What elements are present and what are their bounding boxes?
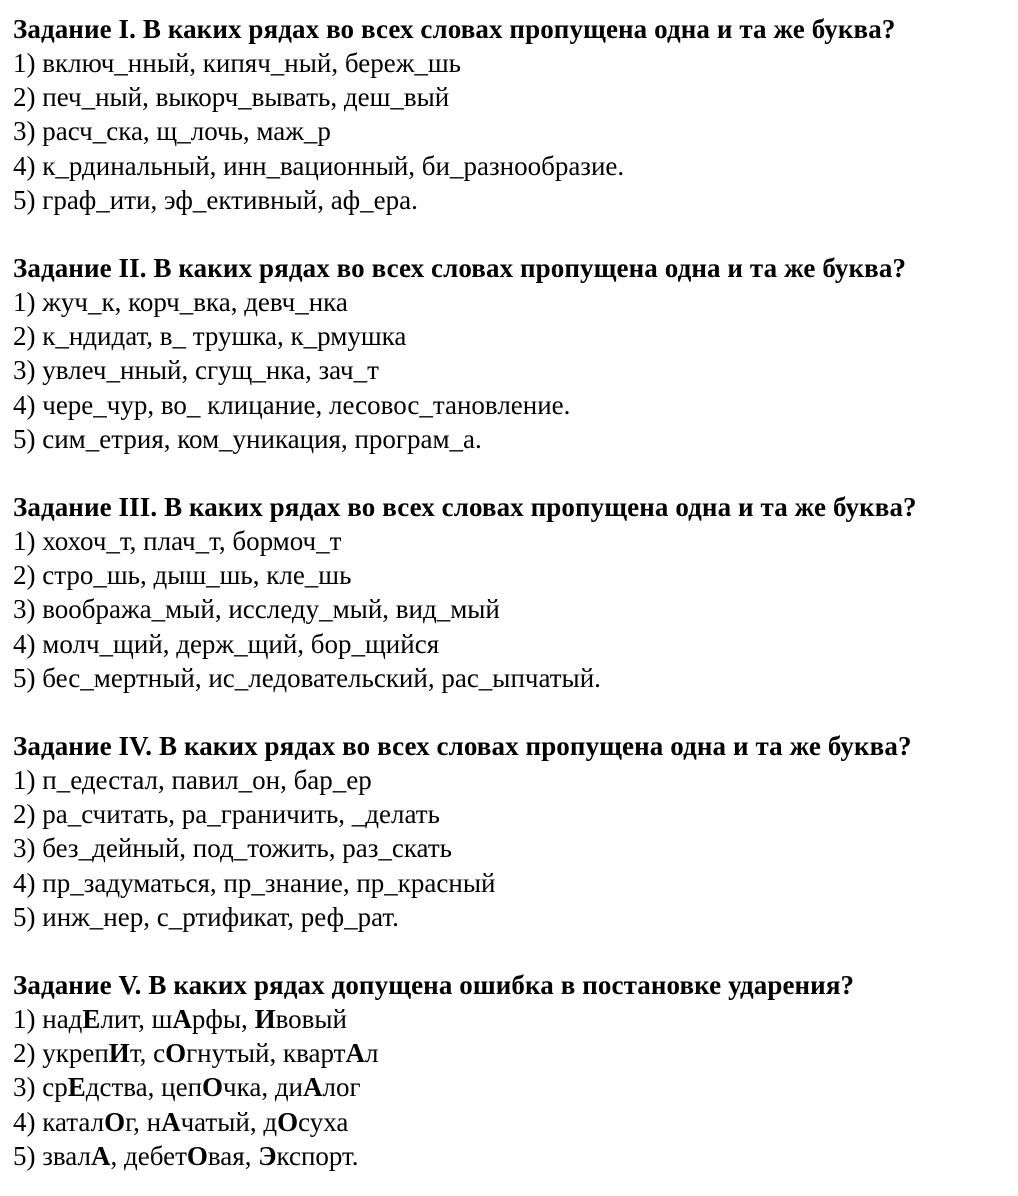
task-option bbox=[13, 285, 1018, 319]
task-option bbox=[13, 353, 1018, 387]
stressed-letter: И bbox=[108, 1038, 130, 1069]
task-block-3 bbox=[13, 490, 1018, 695]
option-text: 3) расч_ска, щ_лочь, маж_р bbox=[13, 116, 331, 147]
option-text: лог bbox=[322, 1072, 361, 1103]
option-text: 3) увлеч_нный, сгущ_нка, зач_т bbox=[13, 355, 379, 386]
option-text: л bbox=[364, 1038, 379, 1069]
option-text: вовый bbox=[275, 1004, 347, 1035]
option-text: гнутый, кварт bbox=[186, 1038, 346, 1069]
task-option bbox=[13, 524, 1018, 558]
stressed-letter: А bbox=[91, 1140, 111, 1171]
task-option bbox=[13, 592, 1018, 626]
tasks-container bbox=[13, 12, 1018, 1173]
option-text: 4) молч_щий, держ_щий, бор_щийся bbox=[13, 628, 440, 659]
option-text: 1) жуч_к, корч_вка, девч_нка bbox=[13, 287, 348, 318]
task-option bbox=[13, 1105, 1018, 1139]
option-text: 2) ра_считать, ра_граничить, _делать bbox=[13, 799, 440, 830]
option-text: , дебет bbox=[110, 1140, 187, 1171]
stressed-letter: И bbox=[254, 1004, 276, 1035]
stressed-letter: Е bbox=[67, 1072, 86, 1103]
stressed-letter: О bbox=[165, 1038, 187, 1069]
task-option bbox=[13, 114, 1018, 148]
option-text: 5) инж_нер, с_ртификат, реф_рат. bbox=[13, 901, 399, 932]
option-text: 2) к_ндидат, в_ трушка, к_рмушка bbox=[13, 321, 407, 352]
stressed-letter: О bbox=[104, 1106, 126, 1137]
option-text: 4) пр_задуматься, пр_знание, пр_красный bbox=[13, 867, 496, 898]
option-text: 5) сим_етрия, ком_уникация, програм_а. bbox=[13, 423, 482, 454]
task-option bbox=[13, 558, 1018, 592]
option-text: т, с bbox=[129, 1038, 166, 1069]
task-option bbox=[13, 1036, 1018, 1070]
option-text: суха bbox=[298, 1106, 349, 1137]
option-text: 2) стро_шь, дыш_шь, кле_шь bbox=[13, 560, 352, 591]
option-text: лит, ш bbox=[100, 1004, 173, 1035]
task-title: Задание II. В каких рядах во всех словах пропущена одна и та же буква? bbox=[13, 253, 907, 284]
option-text: 4) к_рдинальный, инн_вационный, би_разнообразие. bbox=[13, 150, 625, 181]
task-option bbox=[13, 422, 1018, 456]
task-option bbox=[13, 1002, 1018, 1036]
task-option bbox=[13, 866, 1018, 900]
stressed-letter: О bbox=[277, 1106, 299, 1137]
task-title: Задание V. В каких рядах допущена ошибка в постановке ударения? bbox=[13, 970, 855, 1001]
stressed-letter: Е bbox=[82, 1004, 101, 1035]
option-text: 2) укреп bbox=[13, 1038, 109, 1069]
stressed-letter: О bbox=[186, 1140, 208, 1171]
task-option bbox=[13, 80, 1018, 114]
option-text: 2) печ_ный, выкорч_вывать, деш_вый bbox=[13, 82, 450, 113]
task-option bbox=[13, 149, 1018, 183]
task-option bbox=[13, 797, 1018, 831]
stressed-letter: Э bbox=[258, 1140, 277, 1171]
option-text: 4) катал bbox=[13, 1106, 105, 1137]
option-text: кспорт. bbox=[276, 1140, 359, 1171]
option-text: 1) включ_нный, кипяч_ный, береж_шь bbox=[13, 48, 461, 78]
task-option bbox=[13, 627, 1018, 661]
stressed-letter: О bbox=[202, 1072, 224, 1103]
task-title: Задание I. В каких рядах во всех словах пропущена одна и та же буква? bbox=[13, 14, 896, 44]
option-text: чка, ди bbox=[223, 1072, 304, 1103]
task-option bbox=[13, 900, 1018, 934]
task-block-4 bbox=[13, 729, 1018, 934]
stressed-letter: А bbox=[172, 1004, 192, 1035]
option-text: вая, bbox=[207, 1140, 259, 1171]
task-option bbox=[13, 831, 1018, 865]
stressed-letter: А bbox=[303, 1072, 323, 1103]
option-text: 1) хохоч_т, плач_т, бормоч_т bbox=[13, 526, 342, 557]
task-block-5 bbox=[13, 968, 1018, 1173]
option-text: 5) бес_мертный, ис_ледовательский, рас_ыпчатый. bbox=[13, 662, 601, 693]
option-text: 4) чере_чур, во_ клицание, лесовос_тановление. bbox=[13, 389, 571, 420]
task-block-1 bbox=[13, 12, 1018, 217]
option-text: 5) звал bbox=[13, 1140, 91, 1171]
option-text: г, н bbox=[125, 1106, 162, 1137]
option-text: 3) без_дейный, под_тожить, раз_скать bbox=[13, 833, 452, 864]
option-text: рфы, bbox=[191, 1004, 255, 1035]
option-text: чатый, д bbox=[180, 1106, 278, 1137]
option-text: 1) п_едестал, павил_он, бар_ер bbox=[13, 765, 372, 796]
task-block-2 bbox=[13, 251, 1018, 456]
stressed-letter: А bbox=[345, 1038, 365, 1069]
task-title: Задание III. В каких рядах во всех словах пропущена одна и та же буква? bbox=[13, 492, 917, 523]
task-title: Задание IV. В каких рядах во всех словах пропущена одна и та же буква? bbox=[13, 731, 912, 762]
task-option bbox=[13, 319, 1018, 353]
task-option bbox=[13, 183, 1018, 217]
option-text: 5) граф_ити, эф_ективный, аф_ера. bbox=[13, 184, 418, 215]
option-text: 3) вообража_мый, исследу_мый, вид_мый bbox=[13, 594, 500, 625]
stressed-letter: А bbox=[161, 1106, 181, 1137]
task-option bbox=[13, 388, 1018, 422]
task-option bbox=[13, 763, 1018, 797]
task-option bbox=[13, 46, 1018, 80]
task-option bbox=[13, 1070, 1018, 1104]
option-text: 1) над bbox=[13, 1004, 83, 1035]
task-option bbox=[13, 661, 1018, 695]
option-text: 3) ср bbox=[13, 1072, 68, 1103]
task-option bbox=[13, 1139, 1018, 1173]
option-text: дства, цеп bbox=[85, 1072, 203, 1103]
